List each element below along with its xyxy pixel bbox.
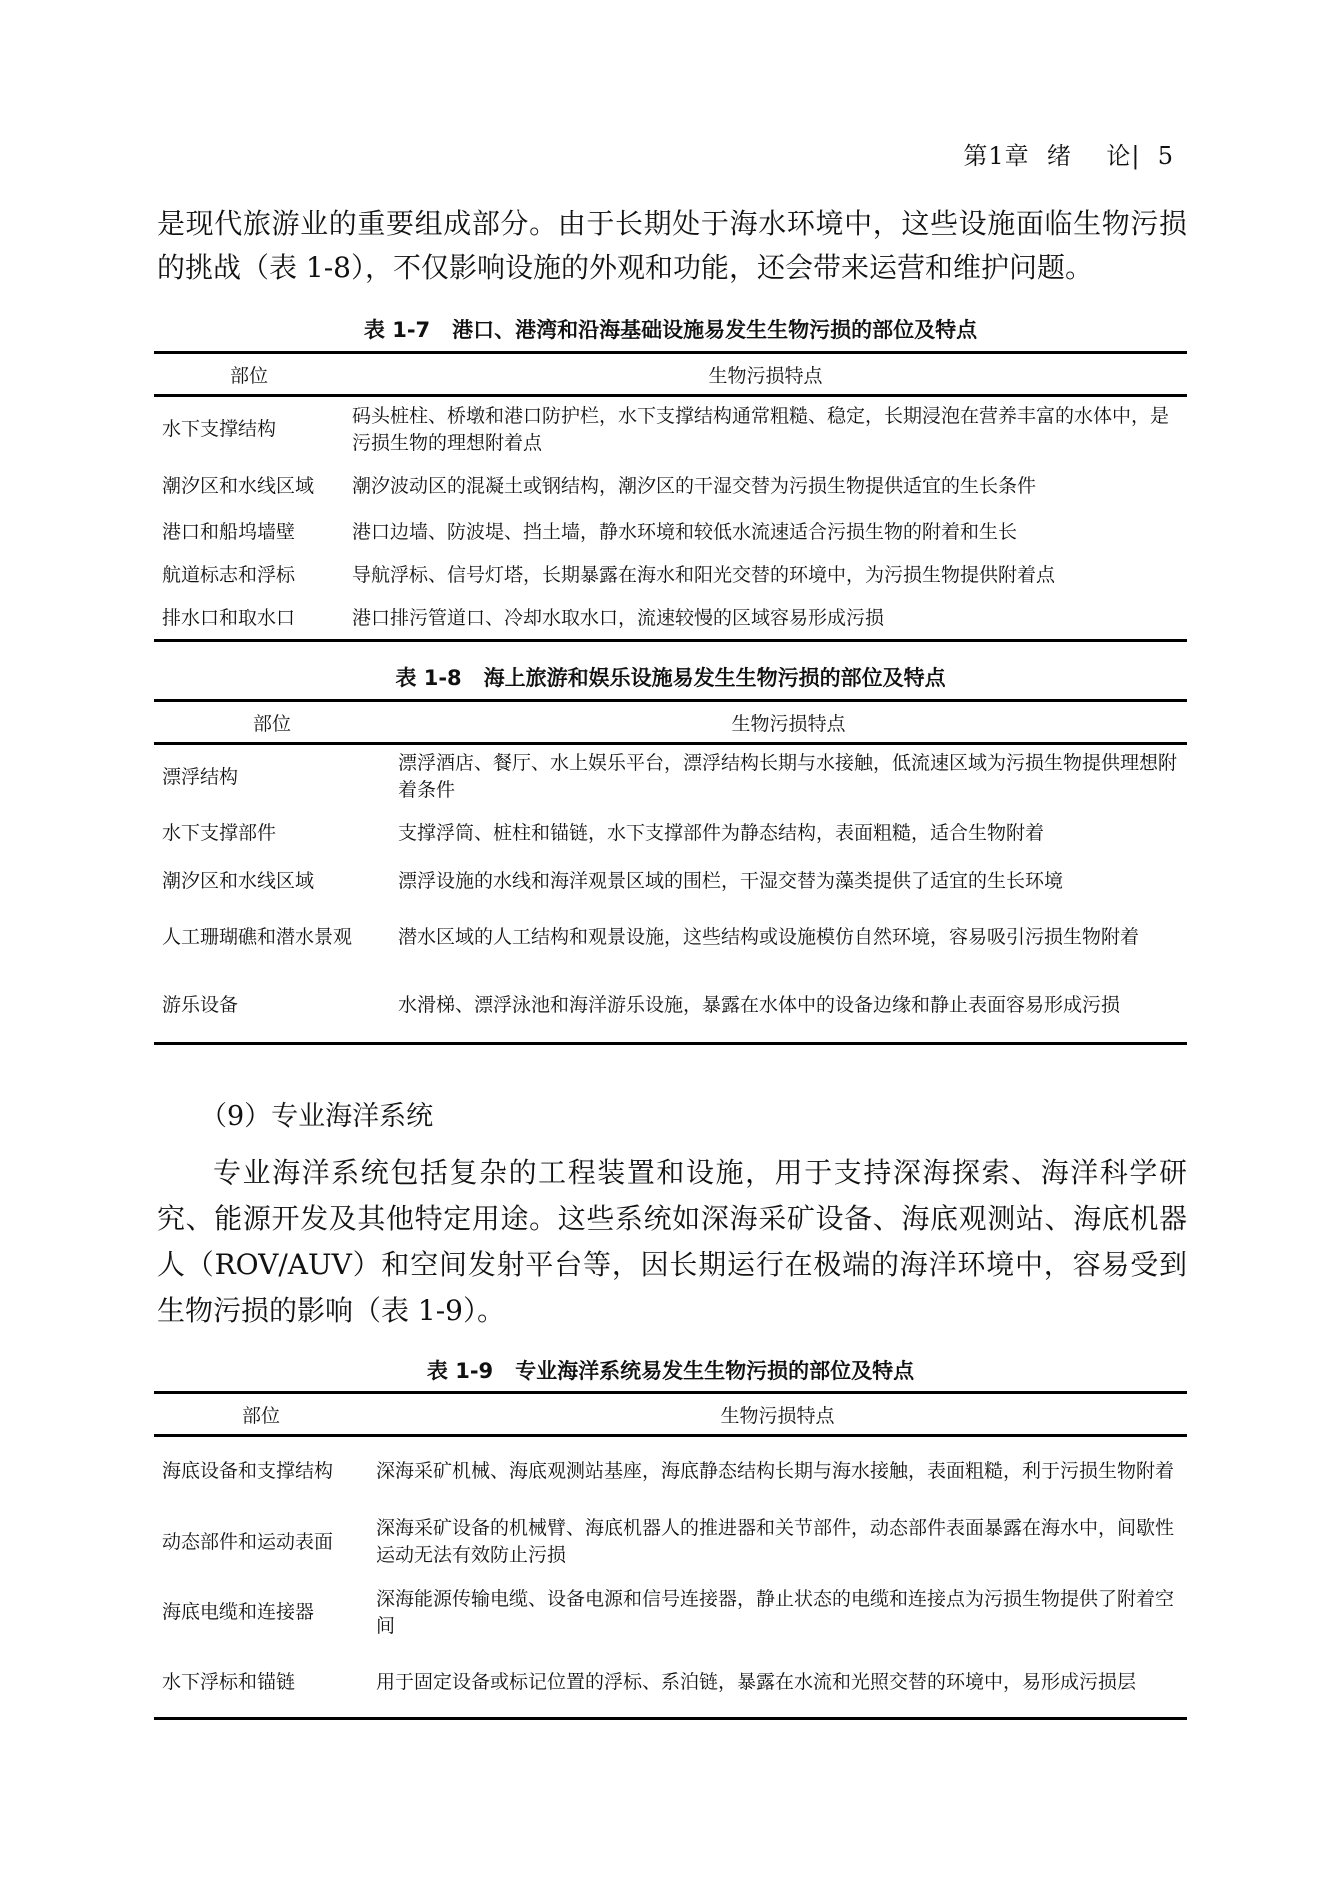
table-1-7 [154,351,1187,642]
table-row [154,554,1187,598]
table-caption: 表 1-8 海上旅游和娱乐设施易发生生物污损的部位及特点 [395,666,946,690]
cell-location: 海底设备和支撑结构 [162,1460,334,1483]
cell-location: 水下支撑结构 [162,418,277,441]
cell-feature: 深海能源传输电缆、设备电源和信号连接器，静止状态的电缆和连接点为污损生物提供了附着空间 [376,1587,1175,1637]
cell-feature: 用于固定设备或标记位置的浮标、系泊链，暴露在水流和光照交替的环境中，易形成污损层 [376,1670,1137,1693]
table-row [154,1648,1187,1719]
cell-location: 港口和船坞墙壁 [162,520,296,543]
cell-feature: 漂浮酒店、餐厅、水上娱乐平台，漂浮结构长期与水接触，低流速区域为污损生物提供理想附着条件 [398,752,1178,802]
cell-location: 动态部件和运动表面 [162,1530,334,1553]
cell-feature: 码头桩柱、桥墩和港口防护栏，水下支撑结构通常粗糙、稳定，长期浸泡在营养丰富的水体中，是污损生物的理想附着点 [352,404,1170,454]
cell-location: 漂浮结构 [162,765,239,788]
table-caption: 表 1-7 港口、港湾和沿海基础设施易发生生物污损的部位及特点 [363,318,978,342]
cell-location: 水下支撑部件 [162,822,277,844]
cell-feature: 水滑梯、漂浮泳池和海洋游乐设施，暴露在水体中的设备边缘和静止表面容易形成污损 [398,994,1121,1017]
table-row [154,905,1187,970]
cell-feature: 港口排污管道口、冷却水取水口，流速较慢的区域容易形成污损 [352,606,885,629]
table-row [154,1578,1187,1648]
cell-feature: 港口边墙、防波堤、挡土墙，静水环境和较低水流速适合污损生物的附着和生长 [352,520,1018,543]
cell-location: 潮汐区和水线区域 [162,475,315,497]
table-row [154,511,1187,554]
column-header: 生物污损特点 [731,712,846,735]
column-header: 部位 [252,712,291,735]
cell-location: 排水口和取水口 [162,606,296,629]
cell-feature: 导航浮标、信号灯塔，长期暴露在海水和阳光交替的环境中，为污损生物提供附着点 [352,564,1056,586]
cell-feature: 潮汐波动区的混凝土或钢结构，潮汐区的干湿交替为污损生物提供适宜的生长条件 [352,475,1037,497]
cell-feature: 潜水区域的人工结构和观景设施，这些结构或设施模仿自然环境，容易吸引污损生物附着 [398,925,1140,948]
table-row [154,598,1187,641]
cell-feature: 漂浮设施的水线和海洋观景区域的围栏，干湿交替为藻类提供了适宜的生长环境 [398,869,1064,892]
cell-location: 游乐设备 [162,994,239,1017]
cell-location: 水下浮标和锚链 [162,1670,296,1693]
table-1-9 [154,1391,1187,1720]
table-row [154,463,1187,511]
column-header: 生物污损特点 [720,1404,835,1427]
cell-feature: 支撑浮筒、桩柱和锚链，水下支撑部件为静态结构，表面粗糙，适合生物附着 [398,822,1045,844]
column-header: 部位 [229,364,268,387]
cell-location: 航道标志和浮标 [162,564,296,586]
table-row [154,970,1187,1044]
cell-feature: 深海采矿机械、海底观测站基座，海底静态结构长期与海水接触，表面粗糙，利于污损生物附着 [376,1460,1175,1483]
table-row [154,810,1187,858]
table-row [154,396,1187,463]
cell-location: 潮汐区和水线区域 [162,869,315,892]
section-heading: （9）专业海洋系统 [200,1101,434,1132]
column-header: 部位 [241,1404,280,1427]
body-paragraph: 是现代旅游业的重要组成部分。由于长期处于海水环境中，这些设施面临生物污损的挑战（表 1-8），不仅影响设施的外观和功能，还会带来运营和维护问题。 [157,207,1187,284]
table-1-8 [154,699,1187,1045]
table-row [154,1507,1187,1578]
table-row [154,744,1187,810]
cell-location: 海底电缆和连接器 [162,1601,315,1623]
column-header: 生物污损特点 [708,364,823,387]
cell-feature: 深海采矿设备的机械臂、海底机器人的推进器和关节部件，动态部件表面暴露在海水中，间歇性运动无法有效防止污损 [376,1517,1175,1566]
body-paragraph: 专业海洋系统包括复杂的工程装置和设施，用于支持深海探索、海洋科学研究、能源开发及其他特定用途。这些系统如深海采矿设备、海底观测站、海底机器人（ROV/AUV）和空间发射平台等，因长期运行在极端的海洋环境中，容易受到生物污损的影响（表 1-9）。 [157,1156,1187,1327]
cell-location: 人工珊瑚礁和潜水景观 [162,925,353,948]
table-caption: 表 1-9 专业海洋系统易发生生物污损的部位及特点 [426,1359,915,1383]
table-row [154,1436,1187,1507]
table-row [154,858,1187,905]
running-head: 第1章 绪 论| 5 [963,142,1174,170]
